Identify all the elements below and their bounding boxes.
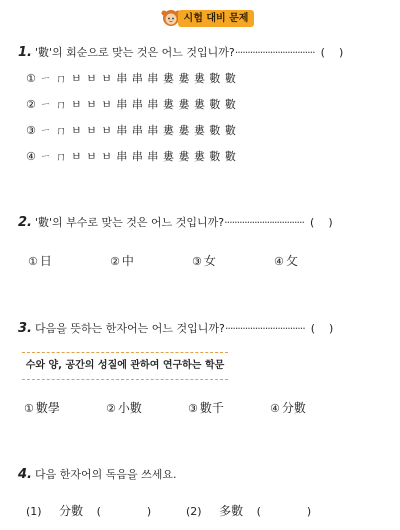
- option-hanja: 數千: [199, 401, 224, 415]
- option-hanja: 中: [121, 254, 134, 268]
- q2-option-2[interactable]: [110, 252, 134, 269]
- q3-option-1[interactable]: [24, 399, 60, 416]
- option-hanja: 數學: [35, 401, 60, 415]
- option-hanja: 小數: [117, 401, 142, 415]
- q3-option-3[interactable]: [188, 399, 224, 416]
- option-mark: ③: [26, 124, 36, 137]
- leader-dots: ································: [224, 322, 305, 335]
- option-mark: ①: [26, 72, 36, 85]
- reading-paren-open: (: [96, 505, 101, 518]
- section-header: [0, 6, 400, 30]
- reading-paren-close: ): [146, 505, 152, 518]
- stroke-sequence: ㄧ ㄇ ㅂ ㅂ ㅂ 串 串 串 婁 婁 婁 數 數: [40, 98, 237, 111]
- item-mark: (2): [186, 505, 202, 518]
- q1-option-1[interactable]: [26, 70, 236, 86]
- stroke-sequence: ㄧ ㄇ ㅂ ㅂ ㅂ 串 串 串 婁 婁 婁 數 數: [40, 150, 237, 163]
- option-mark: ④: [274, 255, 284, 268]
- option-mark: ③: [188, 402, 198, 415]
- question-text: 다음 한자어의 독음을 쓰세요.: [34, 468, 177, 481]
- item-word: 分數: [59, 504, 84, 518]
- question-number: 2.: [18, 215, 32, 230]
- item-mark: (1): [26, 505, 42, 518]
- option-hanja: 攵: [285, 254, 298, 268]
- reading-paren-open: (: [256, 505, 261, 518]
- question-number: 4.: [18, 467, 32, 482]
- option-hanja: 女: [203, 254, 216, 268]
- option-mark: ④: [26, 150, 36, 163]
- stroke-sequence: ㄧ ㄇ ㅂ ㅂ ㅂ 串 串 串 婁 婁 婁 數 數: [40, 72, 237, 85]
- q1-option-3[interactable]: [26, 122, 236, 138]
- option-mark: ①: [28, 255, 38, 268]
- option-mark: ④: [270, 402, 280, 415]
- question-number: 1.: [18, 45, 32, 60]
- q4-item-2: [186, 502, 311, 519]
- answer-paren-close: ): [329, 322, 334, 335]
- answer-paren-open: (: [310, 322, 316, 335]
- q3-option-4[interactable]: [270, 399, 306, 416]
- option-mark: ①: [24, 402, 34, 415]
- option-mark: ②: [26, 98, 36, 111]
- exam-prep-badge: 시험 대비 문제: [178, 10, 254, 27]
- option-hanja: 日: [39, 254, 52, 268]
- question-text: 다음을 뜻하는 한자어는 어느 것입니까?: [34, 322, 225, 335]
- answer-paren-close: ): [328, 216, 333, 229]
- q4-item-1: [26, 502, 151, 519]
- option-mark: ②: [110, 255, 120, 268]
- q1-option-4[interactable]: [26, 148, 236, 164]
- definition-box: 수와 양, 공간의 성질에 관하여 연구하는 학문: [22, 352, 228, 380]
- q2-option-1[interactable]: [28, 252, 52, 269]
- answer-paren-close: ): [338, 46, 344, 59]
- answer-paren-open: (: [310, 216, 315, 229]
- leader-dots: ································: [224, 216, 305, 229]
- reading-paren-close: ): [306, 505, 312, 518]
- q1-option-2[interactable]: [26, 96, 236, 112]
- option-mark: ②: [106, 402, 116, 415]
- q2-option-4[interactable]: [274, 252, 298, 269]
- question-1: [18, 44, 343, 60]
- question-4: [18, 466, 176, 482]
- question-text: '數'의 회순으로 맞는 것은 어느 것입니까?: [34, 46, 235, 59]
- question-text: '數'의 부수로 맞는 것은 어느 것입니까?: [34, 216, 225, 229]
- q2-option-3[interactable]: [192, 252, 216, 269]
- question-number: 3.: [18, 321, 32, 336]
- option-hanja: 分數: [281, 401, 306, 415]
- option-mark: ③: [192, 255, 202, 268]
- leader-dots: ································: [234, 46, 315, 59]
- question-3: [18, 320, 333, 336]
- answer-paren-open: (: [320, 46, 325, 59]
- q3-option-2[interactable]: [106, 399, 142, 416]
- stroke-sequence: ㄧ ㄇ ㅂ ㅂ ㅂ 串 串 串 婁 婁 婁 數 數: [40, 124, 237, 137]
- question-2: [18, 214, 333, 230]
- item-word: 多數: [219, 504, 244, 518]
